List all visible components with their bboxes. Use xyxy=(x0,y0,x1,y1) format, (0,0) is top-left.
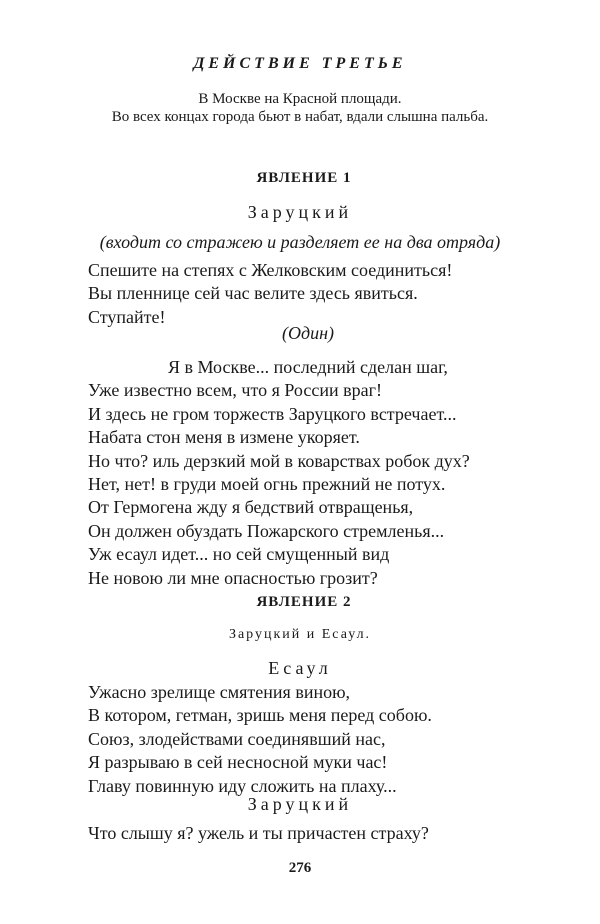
verse-line: Вы пленнице сей час велите здесь явиться. xyxy=(88,283,418,304)
verse-line: И здесь не гром торжеств Заруцкого встречает... xyxy=(88,403,457,424)
verse-line: Я разрываю в сей несносной муки час! xyxy=(88,752,388,773)
verse-line: Нет, нет! в груди моей огнь прежний не потух. xyxy=(88,473,446,494)
scene-1-verse-a xyxy=(88,259,452,329)
verse-line: Ступайте! xyxy=(88,306,166,327)
verse-line: Главу повинную иду сложить на плаху... xyxy=(88,775,397,796)
verse-line: Что слышу я? ужель и ты причастен страху? xyxy=(88,823,429,843)
act-title: ДЕЙСТВИЕ ТРЕТЬЕ xyxy=(193,55,407,72)
scene-2-verse-esaul xyxy=(88,681,432,798)
scene-1-verse-b xyxy=(88,356,470,590)
scene-1-aside-remark: (Один) xyxy=(281,323,335,343)
verse-line: В котором, гетман, зришь меня перед собою. xyxy=(88,705,432,726)
scene-2-speaker-esaul: Есаул xyxy=(268,658,332,678)
scene-1-speaker-zarutsky: Заруцкий xyxy=(247,202,353,222)
scene-2-verse-zarutsky xyxy=(88,822,429,845)
scene-1-entrance-remark: (входит со стражею и разделяет ее на два отряда) xyxy=(99,232,501,252)
page-number: 276 xyxy=(288,860,312,876)
verse-line: Я в Москве... последний сделан шаг, xyxy=(168,357,448,377)
verse-line: Союз, злодействами соединявший нас, xyxy=(88,728,386,749)
verse-line: Ужасно зрелище смятения виною, xyxy=(88,682,351,702)
scene-2-heading: ЯВЛЕНИЕ 2 xyxy=(256,594,352,610)
verse-line: Спешите на степях с Желковским соединиться! xyxy=(88,260,453,280)
verse-line: Уже известно всем, что я России враг! xyxy=(88,380,382,401)
scene-2-characters: Заруцкий и Есаул. xyxy=(228,627,372,642)
verse-line: Уж есаул идет... но сей смущенный вид xyxy=(88,544,390,565)
verse-line: Но что? иль дерзкий мой в коварствах робок дух? xyxy=(88,450,470,471)
verse-line: От Гермогена жду я бедствий отвращенья, xyxy=(88,497,414,518)
stage-direction-sound: Во всех концах города бьют в набат, вдали слышна пальба. xyxy=(111,109,489,125)
verse-line: Он должен обуздать Пожарского стремленья... xyxy=(88,520,445,541)
scene-1-heading: ЯВЛЕНИЕ 1 xyxy=(256,170,352,186)
scene-2-speaker-zarutsky: Заруцкий xyxy=(247,794,353,814)
verse-line: Не новою ли мне опасностью грозит? xyxy=(88,567,378,588)
verse-line: Набата стон меня в измене укоряет. xyxy=(88,427,360,448)
stage-direction-setting: В Москве на Красной площади. xyxy=(198,91,402,107)
